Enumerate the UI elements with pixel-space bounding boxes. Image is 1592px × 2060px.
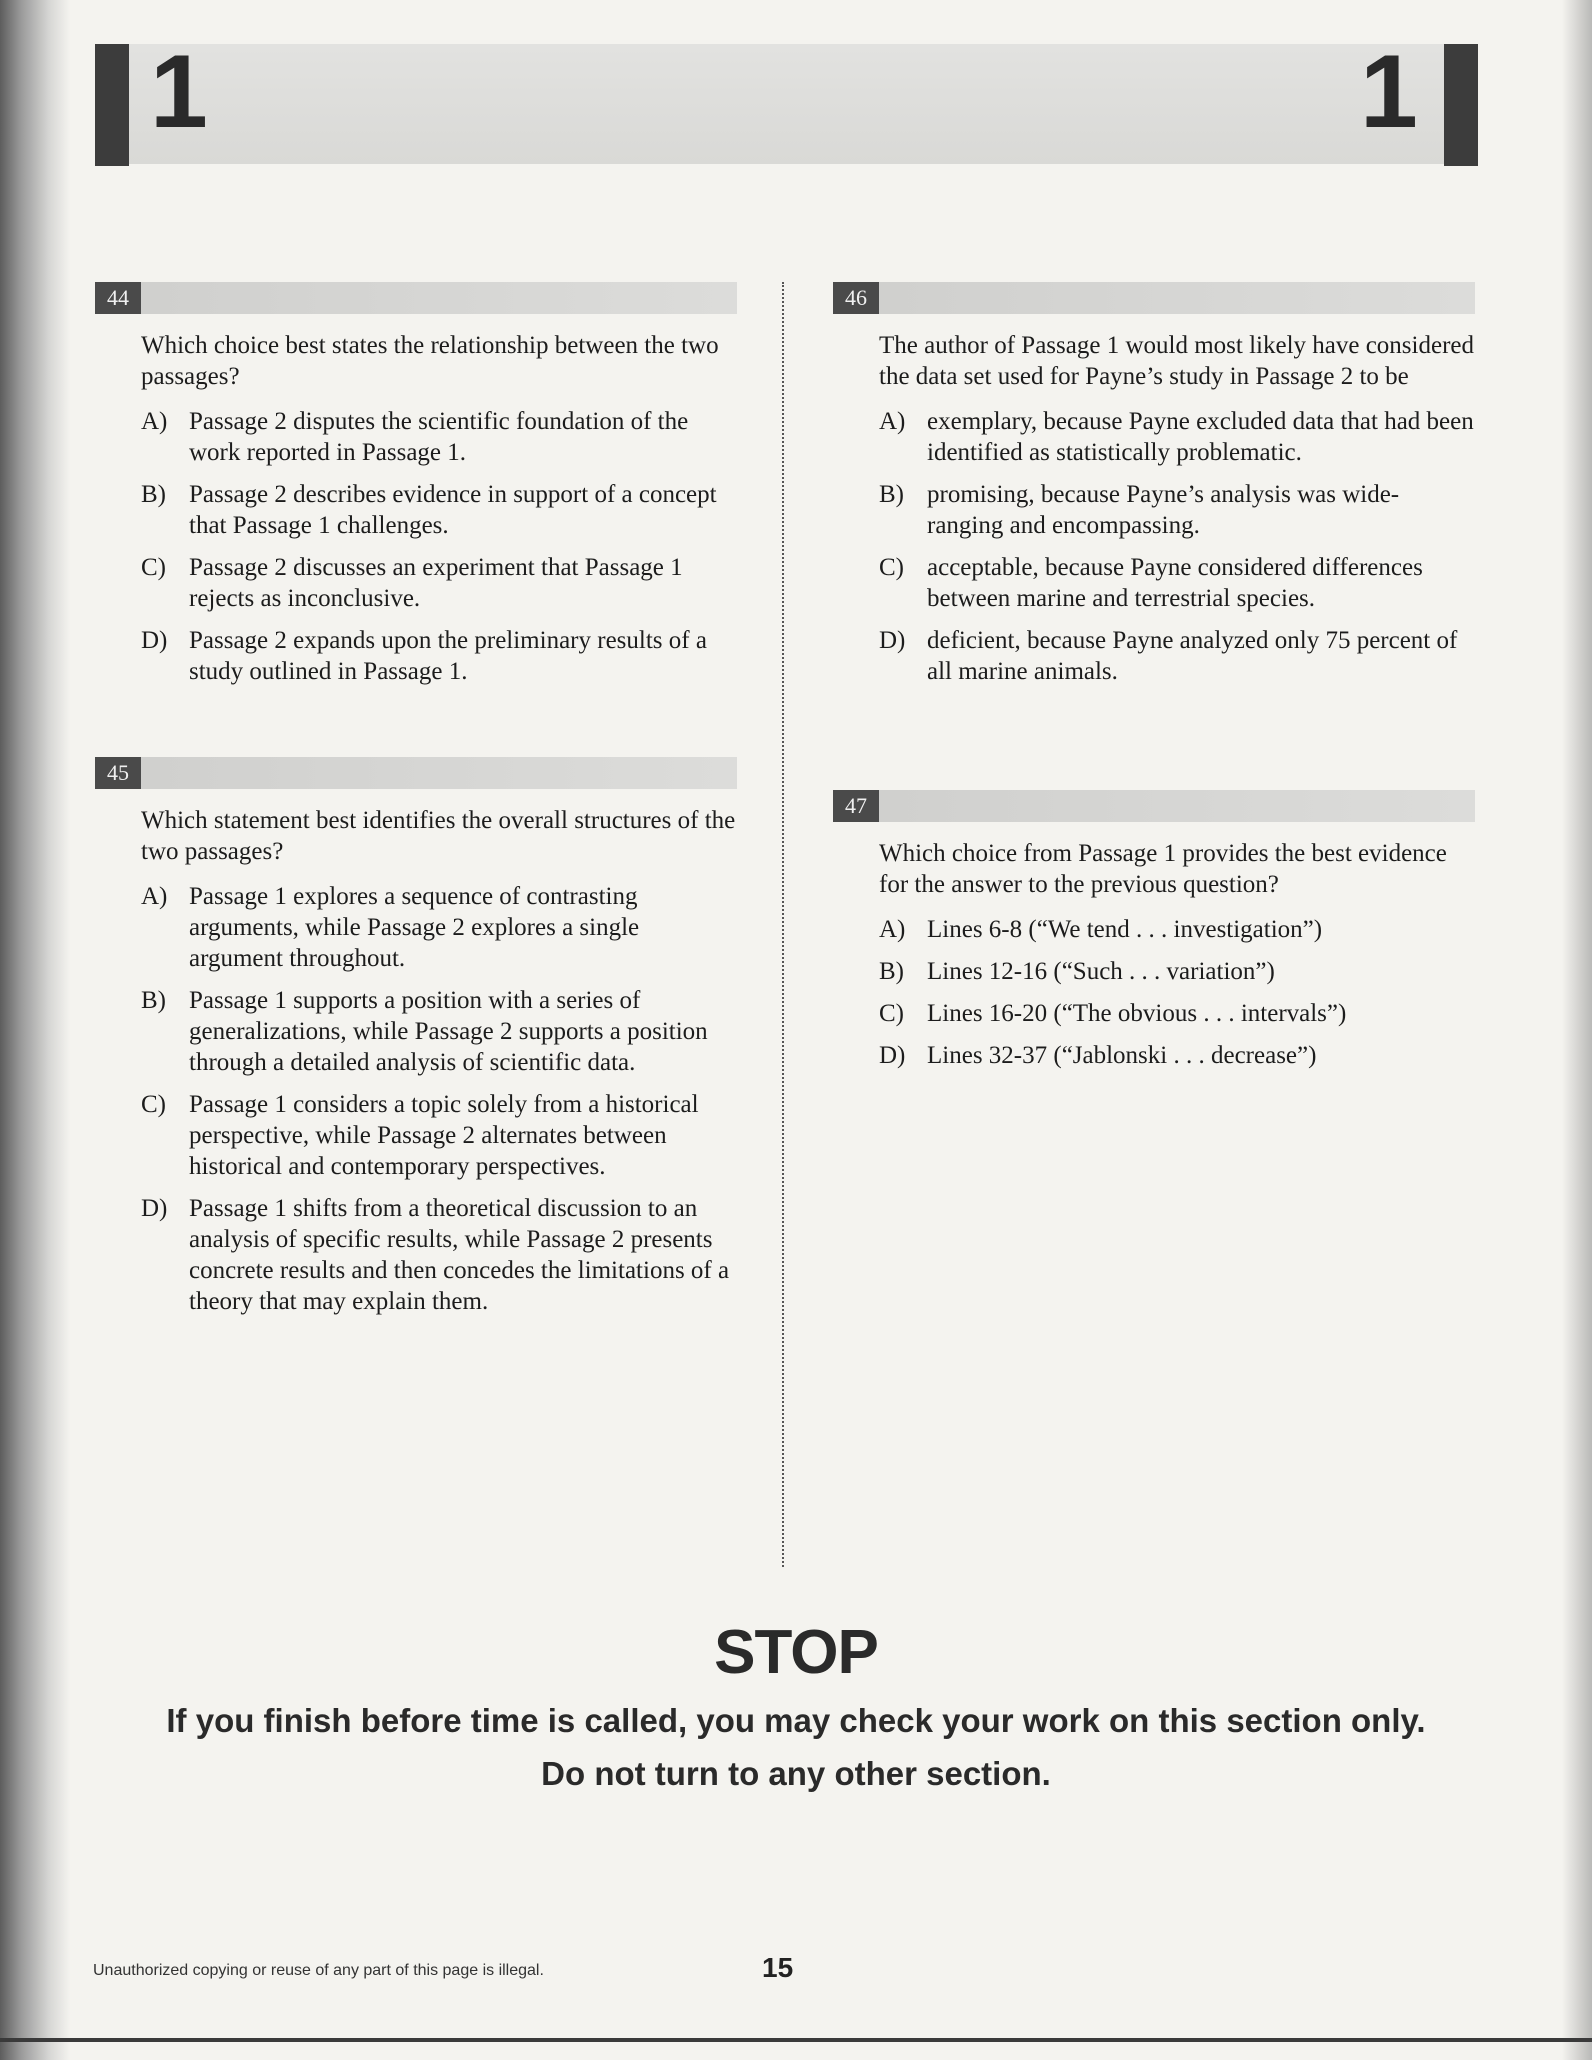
question-number: 47 — [833, 790, 879, 822]
question-header — [95, 282, 737, 314]
answer-choices — [879, 406, 1475, 687]
scan-shadow-right — [1562, 0, 1592, 2060]
question-stem: The author of Passage 1 would most likely have considered the data set used for Payne’s study in Passage 2 to be — [879, 332, 1474, 390]
answer-choice-d[interactable]: D) Passage 1 shifts from a theoretical discussion to an analysis of specific results, while Passage 2 presents concrete results and then concedes the limitations of a theory that may explain them. — [141, 1195, 730, 1315]
answer-choice-d[interactable]: D) deficient, because Payne analyzed only 75 percent of all marine animals. — [879, 627, 1458, 685]
question-number: 44 — [95, 282, 141, 314]
answer-choice-d[interactable]: D) Lines 32-37 (“Jablonski . . . decrease”) — [879, 1042, 1317, 1069]
stop-title: STOP — [714, 1618, 878, 1687]
question-44 — [95, 282, 737, 698]
question-46 — [833, 282, 1475, 698]
column-divider — [782, 282, 784, 1567]
answer-choice-b[interactable]: B) Passage 1 supports a position with a series of generalizations, while Passage 2 supports a position through a detailed analysis of scientific data. — [141, 987, 708, 1076]
answer-choice-a[interactable]: A) Passage 1 explores a sequence of contrasting arguments, while Passage 2 explores a single argument throughout. — [141, 883, 640, 972]
section-number-right: 1 — [1360, 34, 1418, 150]
answer-choice-c[interactable]: C) acceptable, because Payne considered differences between marine and terrestrial species. — [879, 554, 1423, 612]
question-45 — [95, 757, 737, 1328]
question-number: 45 — [95, 757, 141, 789]
answer-choice-a[interactable]: A) exemplary, because Payne excluded data that had been identified as statistically problematic. — [879, 408, 1474, 466]
answer-choice-b[interactable]: B) promising, because Payne’s analysis was wide-ranging and encompassing. — [879, 481, 1400, 539]
question-47 — [833, 790, 1475, 1082]
answer-choice-a[interactable]: A) Lines 6-8 (“We tend . . . investigation”) — [879, 916, 1323, 943]
answer-choices — [141, 881, 737, 1317]
answer-choice-c[interactable]: C) Lines 16-20 (“The obvious . . . intervals”) — [879, 1000, 1347, 1027]
question-stem: Which choice from Passage 1 provides the best evidence for the answer to the previous question? — [879, 840, 1447, 898]
question-header — [833, 282, 1475, 314]
section-number-left: 1 — [150, 34, 208, 150]
scan-shadow-left — [0, 0, 70, 2060]
answer-choice-a[interactable]: A) Passage 2 disputes the scientific foundation of the work reported in Passage 1. — [141, 408, 689, 466]
answer-choices — [879, 914, 1475, 1071]
answer-choice-b[interactable]: B) Lines 12-16 (“Such . . . variation”) — [879, 958, 1275, 985]
stop-instruction-line1: If you finish before time is called, you may check your work on this section only. — [166, 1702, 1426, 1739]
question-stem: Which choice best states the relationship between the two passages? — [141, 332, 719, 390]
section-header-band — [95, 44, 1475, 164]
question-header — [833, 790, 1475, 822]
stop-instruction-line2: Do not turn to any other section. — [541, 1755, 1051, 1792]
section-marker-bar-right — [1444, 44, 1478, 166]
bottom-rule — [0, 2038, 1592, 2042]
question-header — [95, 757, 737, 789]
answer-choice-c[interactable]: C) Passage 1 considers a topic solely from a historical perspective, while Passage 2 alternates between historical and contemporary perspectives. — [141, 1091, 699, 1180]
section-marker-bar-left — [95, 44, 129, 166]
copyright-notice: Unauthorized copying or reuse of any part of this page is illegal. — [93, 1962, 544, 1979]
answer-choices — [141, 406, 737, 687]
page-number: 15 — [762, 1952, 794, 1983]
question-stem: Which statement best identifies the overall structures of the two passages? — [141, 807, 736, 865]
answer-choice-c[interactable]: C) Passage 2 discusses an experiment that Passage 1 rejects as inconclusive. — [141, 554, 683, 612]
question-number: 46 — [833, 282, 879, 314]
answer-choice-d[interactable]: D) Passage 2 expands upon the preliminary results of a study outlined in Passage 1. — [141, 627, 707, 685]
answer-choice-b[interactable]: B) Passage 2 describes evidence in support of a concept that Passage 1 challenges. — [141, 481, 717, 539]
